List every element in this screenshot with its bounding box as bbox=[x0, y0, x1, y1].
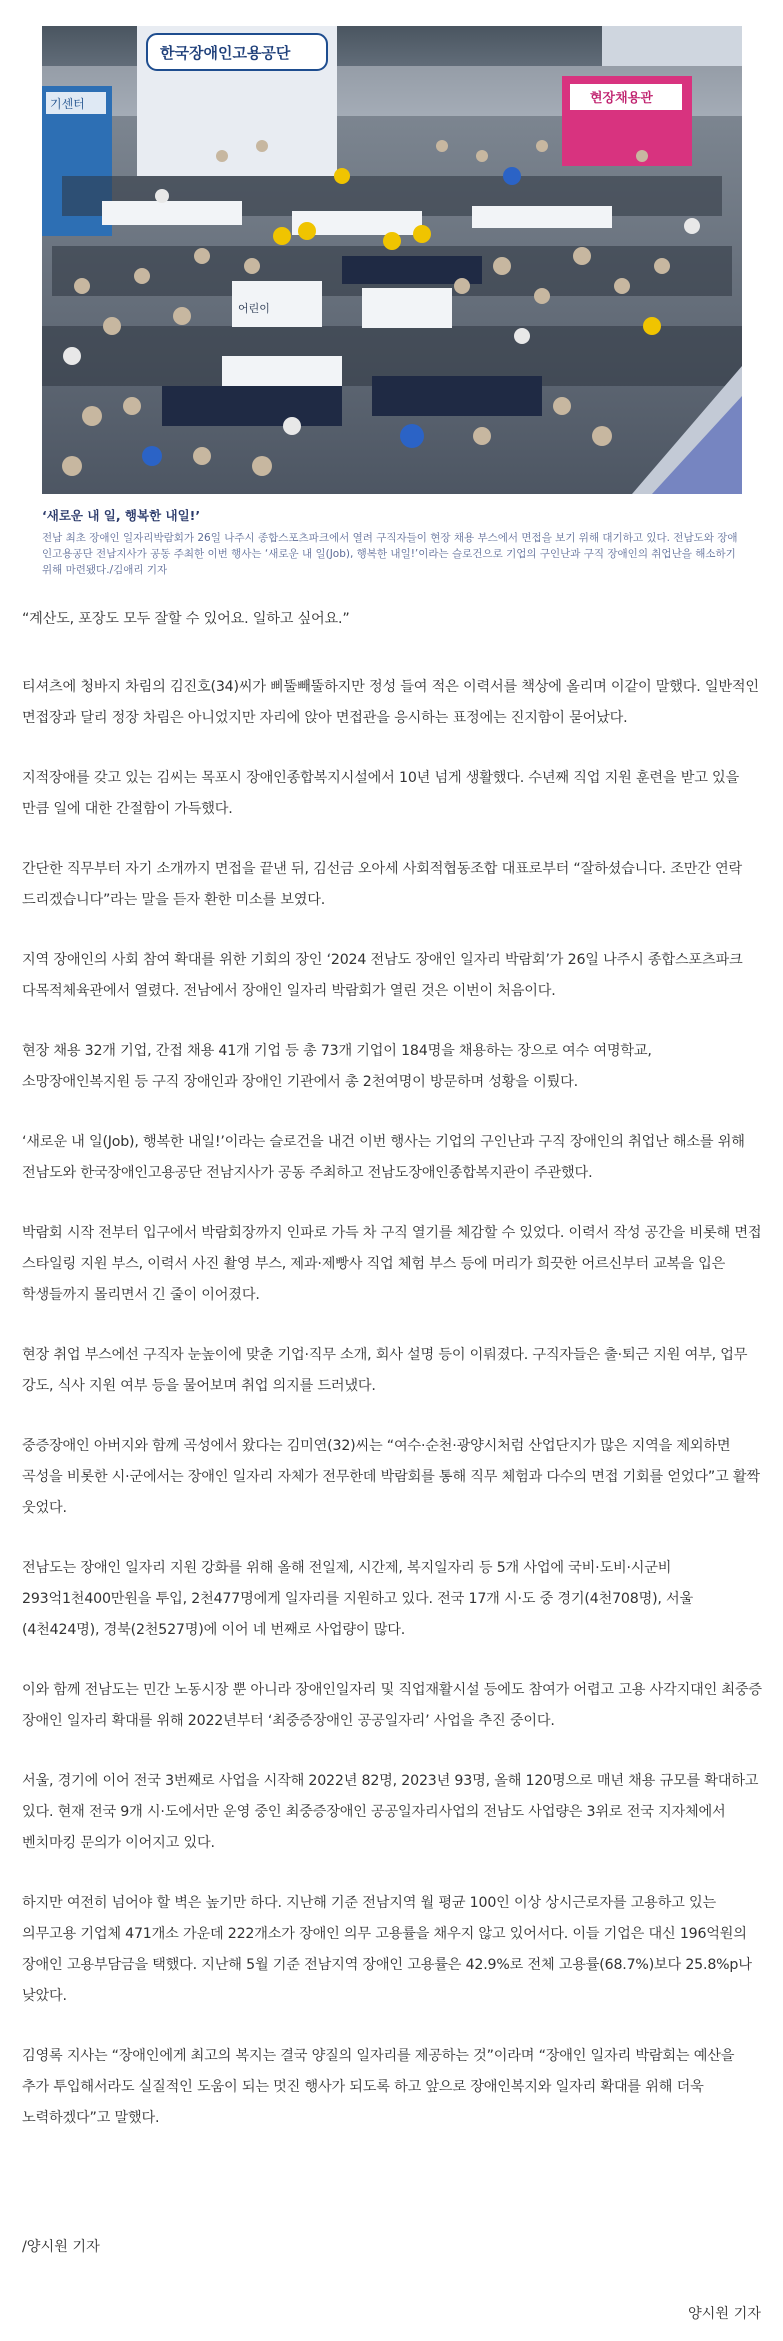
photo-caption bbox=[42, 508, 742, 578]
photo-sign-right: 현장채용관 bbox=[590, 91, 653, 106]
job-fair-photo bbox=[42, 26, 742, 494]
article-paragraph: 현장 취업 부스에선 구직자 눈높이에 맞춘 기업·직무 소개, 회사 설명 등이 이뤄졌다. 구직자들은 출·퇴근 지원 여부, 업무 강도, 식사 지원 여부 등을 물어보며 취업 의지를 드러냈다. bbox=[22, 1347, 748, 1394]
article-paragraph: 티셔츠에 청바지 차림의 김진호(34)씨가 삐뚤빼뚤하지만 정성 들여 적은 이력서를 책상에 올리며 이같이 말했다. 일반적인 면접장과 달리 정장 차림은 아니었지만 자리에 앉아 면접관을 응시하는 표정에는 진지함이 묻어났다. bbox=[22, 679, 759, 726]
article-paragraph: 중증장애인 아버지와 함께 곡성에서 왔다는 김미연(32)씨는 “여수·순천·광양시처럼 산업단지가 많은 지역을 제외하면 곡성을 비롯한 시·군에서는 장애인 일자리 자체가 전무한데 박람회를 통해 직무 체험과 다수의 면접 기회를 얻었다”고 활짝 웃었다. bbox=[22, 1438, 760, 1516]
article-paragraph: 이와 함께 전남도는 민간 노동시장 뿐 아니라 장애인일자리 및 직업재활시설 등에도 참여가 어렵고 고용 사각지대인 최중증 장애인 일자리 확대를 위해 2022년부터 ‘최중증장애인 공공일자리’ 사업을 추진 중이다. bbox=[22, 1682, 762, 1729]
article-paragraph: 전남도는 장애인 일자리 지원 강화를 위해 올해 전일제, 시간제, 복지일자리 등 5개 사업에 국비·도비·시군비 293억1천400만원을 투입, 2천477명에게 일자리를 지원하고 있다. 전국 17개 시·도 중 경기(4천708명), 서울(4천424명), 경북(2천527명)에 이어 네 번째로 사업량이 많다. bbox=[22, 1560, 694, 1638]
article-paragraph: 하지만 여전히 넘어야 할 벽은 높기만 하다. 지난해 기준 전남지역 월 평균 100인 이상 상시근로자를 고용하고 있는 의무고용 기업체 471개소 가운데 222개소가 장애인 의무 고용률을 채우지 않고 있어서다. 이들 기업은 대신 196억원의 장애인 고용부담금을 택했다. 지난해 5월 기준 전남지역 장애인 고용률은 42.9%로 전체 고용률(68.7%)보다 25.8%p나 낮았다. bbox=[22, 1895, 752, 2004]
caption-text: 전남 최초 장애인 일자리박람회가 26일 나주시 종합스포츠파크에서 열려 구직자들이 현장 채용 부스에서 면접을 보기 위해 대기하고 있다. 전남도와 장애인고용공단 전남지사가 공동 주최한 이번 행사는 ‘새로운 내 일(Job), 행복한 내일!’이라는 슬로건으로 기업의 구인난과 구직 장애인의 취업난을 해소하기 위해 마련됐다./김애리 기자 bbox=[42, 532, 738, 576]
caption-title: ‘새로운 내 일, 행복한 내일!’ bbox=[42, 508, 201, 523]
photo-sign-left: 기센터 bbox=[50, 97, 85, 111]
article-paragraph: 지역 장애인의 사회 참여 확대를 위한 기회의 장인 ‘2024 전남도 장애인 일자리 박람회’가 26일 나주시 종합스포츠파크 다목적체육관에서 열렸다. 전남에서 장애인 일자리 박람회가 열린 것은 이번이 처음이다. bbox=[22, 952, 743, 999]
article-paragraph: 서울, 경기에 이어 전국 3번째로 사업을 시작해 2022년 82명, 2023년 93명, 올해 120명으로 매년 채용 규모를 확대하고 있다. 현재 전국 9개 시·도에서만 운영 중인 최중증장애인 공공일자리사업의 전남도 사업량은 3위로 전국 지자체에서 벤치마킹 문의가 이어지고 있다. bbox=[22, 1773, 759, 1851]
byline-inline: /양시원 기자 bbox=[22, 2239, 100, 2255]
article-paragraph: 김영록 지사는 “장애인에게 최고의 복지는 결국 양질의 일자리를 제공하는 것”이라며 “장애인 일자리 박람회는 예산을 추가 투입해서라도 실질적인 도움이 되는 멋진 행사가 되도록 하고 앞으로 장애인복지와 일자리 확대를 위해 더욱 노력하겠다”고 말했다. bbox=[22, 2048, 735, 2126]
byline-footer: 양시원 기자 bbox=[687, 2306, 761, 2322]
article-paragraph: “계산도, 포장도 모두 잘할 수 있어요. 일하고 싶어요.” bbox=[22, 611, 350, 627]
photo-sign-booth: 어린이 bbox=[238, 302, 270, 315]
article-paragraph: 박람회 시작 전부터 입구에서 박람회장까지 인파로 가득 차 구직 열기를 체감할 수 있었다. 이력서 작성 공간을 비롯해 면접 스타일링 지원 부스, 이력서 사진 촬영 부스, 제과·제빵사 직업 체험 부스 등에 머리가 희끗한 어르신부터 교복을 입은 학생들까지 몰리면서 긴 줄이 이어졌다. bbox=[22, 1225, 762, 1303]
article-paragraph: 간단한 직무부터 자기 소개까지 면접을 끝낸 뒤, 김선금 오아세 사회적협동조합 대표로부터 “잘하셨습니다. 조만간 연락 드리겠습니다”라는 말을 듣자 환한 미소를 보였다. bbox=[22, 861, 743, 908]
article-paragraph: 현장 채용 32개 기업, 간접 채용 41개 기업 등 총 73개 기업이 184명을 채용하는 장으로 여수 여명학교, 소망장애인복지원 등 구직 장애인과 장애인 기관에서 총 2천여명이 방문하며 성황을 이뤘다. bbox=[22, 1043, 652, 1090]
article-body bbox=[22, 604, 764, 2134]
article-paragraph: ‘새로운 내 일(Job), 행복한 내일!’이라는 슬로건을 내건 이번 행사는 기업의 구인난과 구직 장애인의 취업난 해소를 위해 전남도와 한국장애인고용공단 전남지사가 공동 주최하고 전남도장애인종합복지관이 주관했다. bbox=[22, 1134, 745, 1181]
news-photo bbox=[42, 26, 742, 494]
article-paragraph: 지적장애를 갖고 있는 김씨는 목포시 장애인종합복지시설에서 10년 넘게 생활했다. 수년째 직업 지원 훈련을 받고 있을 만큼 일에 대한 간절함이 가득했다. bbox=[22, 770, 740, 817]
photo-sign-main: 한국장애인고용공단 bbox=[160, 44, 291, 62]
